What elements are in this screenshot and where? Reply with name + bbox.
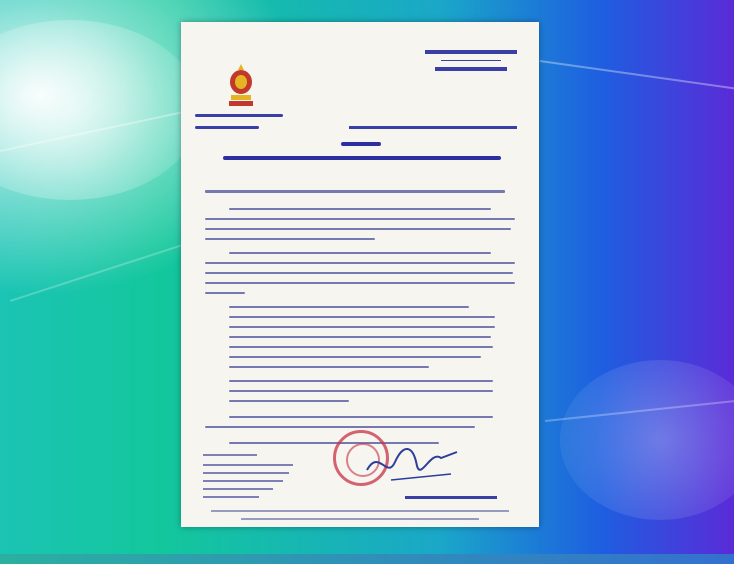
bullet-text-line [229, 356, 481, 358]
body-text-line [205, 238, 375, 240]
cc-item-line [203, 480, 283, 482]
body-text-line [205, 272, 513, 274]
bullet-text-line [229, 366, 429, 368]
cc-item-line [203, 464, 293, 466]
body-text-line [229, 208, 491, 210]
bullet-text-line [229, 380, 493, 382]
bullet-text-line [229, 326, 495, 328]
reference-number-line [195, 126, 259, 129]
body-text-line [205, 292, 245, 294]
ministry-name-line [195, 114, 283, 117]
kingdom-header [425, 50, 517, 71]
cc-item-line [203, 488, 273, 490]
subject-line [205, 190, 505, 193]
cc-item-line [203, 496, 259, 498]
bullet-text-line [229, 400, 349, 402]
signatory-name-line [405, 496, 497, 499]
bullet-text-line [229, 316, 495, 318]
light-flare [0, 20, 200, 200]
bullet-text-line [229, 390, 493, 392]
footer-contact-line [241, 518, 479, 520]
closing-text-line [229, 416, 493, 418]
cc-item-line [203, 472, 289, 474]
body-text-line [205, 262, 515, 264]
closing-text-line [205, 426, 475, 428]
date-line [349, 126, 517, 129]
recipient-title-line [223, 156, 501, 160]
bullet-text-line [229, 306, 469, 308]
light-streak [540, 60, 734, 90]
body-text-line [205, 218, 515, 220]
body-text-line [205, 282, 515, 284]
body-text-line [205, 228, 511, 230]
light-flare [560, 360, 734, 520]
bottom-band [0, 554, 734, 564]
kingdom-title-line [425, 50, 517, 54]
bullet-text-line [229, 346, 493, 348]
header-divider [441, 60, 501, 61]
letter-type-line [341, 142, 381, 146]
footer-address-line [211, 510, 509, 512]
body-text-line [229, 252, 491, 254]
official-letter-document [181, 22, 539, 527]
motto-line [435, 67, 507, 71]
handwritten-signature-icon [361, 440, 461, 488]
bullet-text-line [229, 336, 491, 338]
cc-heading-line [203, 454, 257, 456]
royal-emblem-icon [228, 62, 254, 112]
